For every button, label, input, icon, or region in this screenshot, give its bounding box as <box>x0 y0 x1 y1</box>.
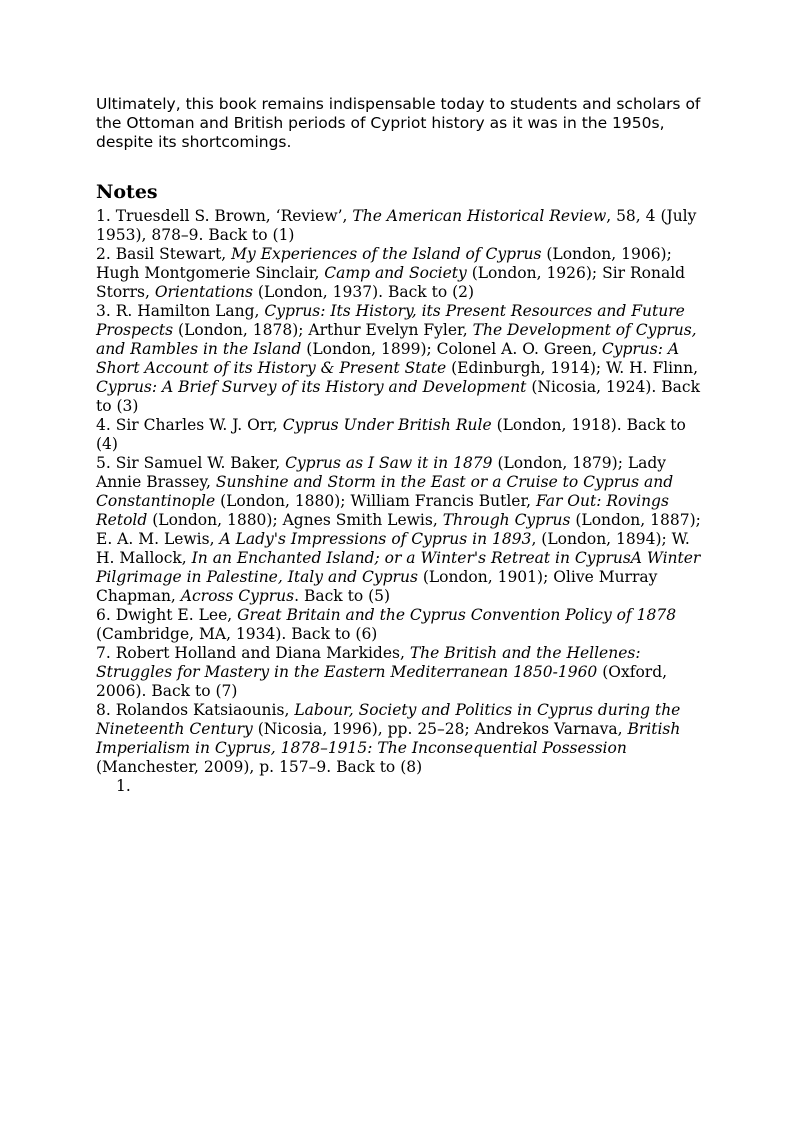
footnote-title: Across Cyprus <box>180 587 295 605</box>
footnote-text: (Nicosia, 1996), pp. 25–28; Andrekos Varnava, <box>252 720 628 738</box>
footnote-title: Orientations <box>154 283 253 301</box>
footnote-text: 4. Sir Charles W. J. Orr, <box>96 416 283 434</box>
footnote-title: Sunshine and Storm in the East or a Cruise to Cyprus and Constantinople <box>96 473 674 510</box>
footnote-title: The American Historical Review <box>352 207 607 225</box>
footnote-text: 6. Dwight E. Lee, <box>96 606 238 624</box>
footnote-text: (London, 1901); Olive Murray Chapman, <box>96 568 658 605</box>
footnote-title: Labour, Society and Politics in Cyprus during the Nineteenth Century <box>96 701 681 738</box>
footnote-text: (London, 1937). Back to (2) <box>252 283 475 301</box>
notes-heading: Notes <box>96 181 158 203</box>
footnote-text: (Manchester, 2009), p. 157–9. Back to (8) <box>96 758 423 776</box>
footnote-title: Camp and Society <box>324 264 467 282</box>
footnote-title: Great Britain and the Cyprus Convention Policy of 1878 <box>237 606 677 624</box>
footnote-title: In an Enchanted Island; or a Winter's Retreat in CyprusA Winter Pilgrimage in Palestine, Italy and Cyprus <box>96 549 701 586</box>
footnote-text: (Cambridge, MA, 1934). Back to (6) <box>96 625 378 643</box>
footnote-title: Through Cyprus <box>442 511 571 529</box>
footnote-8 <box>96 701 706 777</box>
footnote-text: (London, 1918). Back to (4) <box>96 416 686 453</box>
footnote-title: The British and the Hellenes: Struggles for Mastery in the Eastern Mediterranean 1850-1960 <box>96 644 641 681</box>
footnote-text: (Nicosia, 1924). Back to (3) <box>96 378 700 415</box>
footnote-text: (London, 1879); Lady Annie Brassey, <box>96 454 667 491</box>
footnote-text: (London, 1887); E. A. M. Lewis, <box>96 511 701 548</box>
footnote-text: (London, 1926); Sir Ronald Storrs, <box>96 264 686 301</box>
footnote-title: The Development of Cyprus, and Rambles in the Island <box>96 321 697 358</box>
footnote-title: My Experiences of the Island of Cyprus <box>231 245 542 263</box>
footnote-1 <box>96 207 706 245</box>
footnote-title: Cyprus Under British Rule <box>282 416 492 434</box>
footnote-title: British Imperialism in Cyprus, 1878–1915: The Inconsequential Possession <box>96 720 681 757</box>
footnote-6 <box>96 606 706 644</box>
footnote-text: 5. Sir Samuel W. Baker, <box>96 454 286 472</box>
footnote-text: 7. Robert Holland and Diana Markides, <box>96 644 410 662</box>
footnote-2 <box>96 245 706 302</box>
footnote-title: Cyprus: A Brief Survey of its History and Development <box>96 378 527 396</box>
footnote-text: 1. Truesdell S. Brown, ‘Review’, <box>96 207 353 225</box>
footnote-3 <box>96 302 706 416</box>
footnote-text: 3. R. Hamilton Lang, <box>96 302 265 320</box>
footnote-title: Cyprus: Its History, its Present Resources and Future Prospects <box>96 302 685 339</box>
footnote-text: (London, 1880); William Francis Butler, <box>215 492 537 510</box>
footnote-text: (Oxford, 2006). Back to (7) <box>96 663 668 700</box>
intro-paragraph: Ultimately, this book remains indispensable today to students and scholars of the Ottoman and British periods of Cypriot history as it was in the 1950s, despite its shortcomings. <box>96 95 701 151</box>
notes-list <box>96 207 706 796</box>
footnote-text: , (London, 1894); W. H. Mallock, <box>96 530 690 567</box>
document-page <box>96 95 706 795</box>
footnote-title: Far Out: Rovings Retold <box>96 492 669 529</box>
footnote-5 <box>96 454 706 606</box>
footnote-title: Cyprus: A Short Account of its History & Present State <box>96 340 680 377</box>
footnote-7 <box>96 644 706 701</box>
footnote-text: (London, 1880); Agnes Smith Lewis, <box>147 511 443 529</box>
footnote-title: Cyprus as I Saw it in 1879 <box>285 454 493 472</box>
footnote-text: (Edinburgh, 1914); W. H. Flinn, <box>446 359 699 377</box>
footnote-text: , 58, 4 (July 1953), 878–9. Back to (1) <box>96 207 697 244</box>
footnote-title: A Lady's Impressions of Cyprus in 1893 <box>219 530 532 548</box>
footnote-text: 2. Basil Stewart, <box>96 245 232 263</box>
trailing-list-marker: 1. <box>116 777 131 795</box>
footnote-text: (London, 1878); Arthur Evelyn Fyler, <box>173 321 473 339</box>
footnote-text: . Back to (5) <box>294 587 391 605</box>
footnote-text: 8. Rolandos Katsiaounis, <box>96 701 295 719</box>
footnote-text: (London, 1899); Colonel A. O. Green, <box>301 340 602 358</box>
footnote-text: (London, 1906); Hugh Montgomerie Sinclair, <box>96 245 672 282</box>
footnote-4 <box>96 416 706 454</box>
